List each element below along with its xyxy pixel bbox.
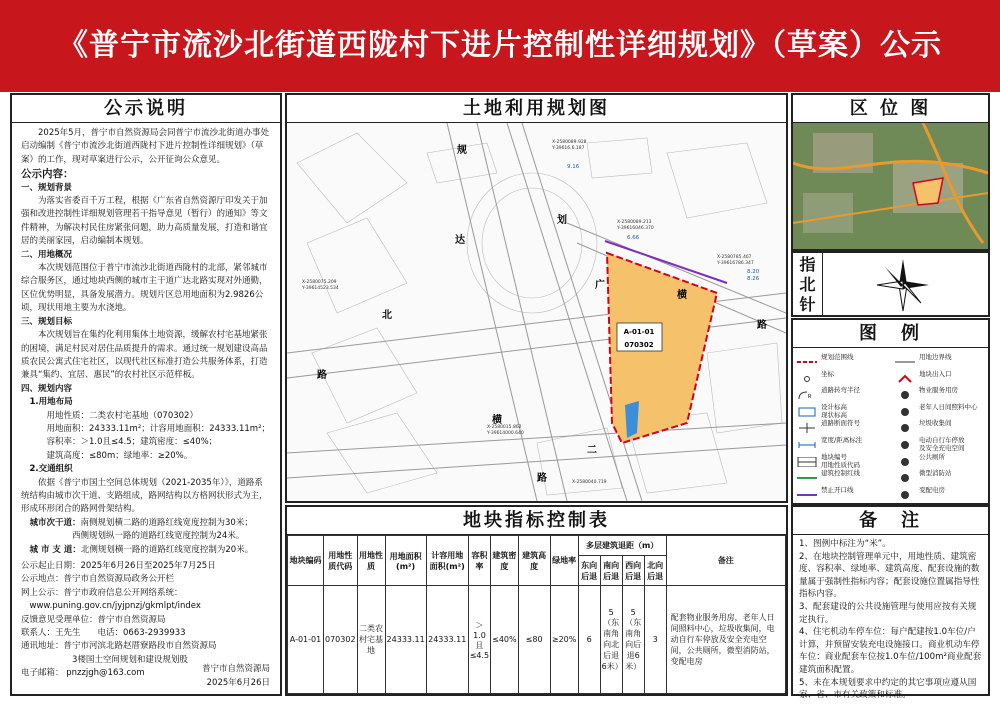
cell-green: ≥20%	[550, 586, 578, 694]
legend-title: 图 例	[793, 320, 988, 348]
location-panel	[791, 93, 990, 251]
coord-8: Y-39614523.534	[302, 286, 339, 291]
coord-1: X-2580089.928	[552, 140, 587, 145]
cell-note: 配套物业服务用房，老年人日间照料中心，垃圾收集间，电动自行车停放及安全充电空间，公共厕所，微型消防站，变配电房	[666, 586, 785, 694]
th-north: 北向后退	[644, 556, 666, 586]
legend-label-building-line: 建筑控制红线	[821, 469, 860, 478]
remark-3: 3、配套建设的公共设施管理与使用应按有关规定执行。	[799, 601, 977, 625]
property-service-icon	[895, 385, 915, 395]
page-header	[0, 0, 1000, 92]
cell-code: A-01-01	[288, 586, 324, 694]
section-3-title: 三、规划目标	[21, 316, 73, 327]
dim-1: 9.16	[567, 164, 580, 170]
remarks-panel	[791, 505, 990, 701]
coord-11: X-2580040.719	[572, 480, 607, 485]
cell-far: ＞1.0且≤4.5	[468, 586, 490, 694]
legend-label-ebike-parking: 电动自行车停放 及安全充电空间	[919, 436, 965, 452]
dim-2: 6.66	[627, 235, 640, 241]
road-label-bei: 北	[382, 310, 392, 321]
remark-5: 5、未在本规划要求中约定的其它事项应遵从国家、省、市有关政策和标准。	[799, 677, 977, 701]
coord-3: X-2580089.213	[617, 220, 652, 225]
section-2-text: 本次规划范围位于普宁市流沙北街道西陇村的北部，紧邻城市综合服务区，通过地块西侧的城市主干道广达北路实现对外通勤，区位优势明显，具备发展潜力。规划片区总用地面积为2.9826公顷，现状用地主要为水浇地。	[21, 263, 268, 314]
table-row	[288, 586, 786, 694]
coord-4: Y-39616046.370	[617, 226, 654, 231]
water-area	[625, 401, 639, 438]
parcel-entrance-icon	[895, 369, 915, 379]
notice-intro: 2025年5月，普宁市自然资源局会同普宁市流沙北街道办事处启动编制《普宁市流沙北街道西陇村下进片控制性详细规划》（草案）的工作，现对草案进行公示，公开征询公众意见。	[21, 128, 270, 165]
road-label-gui: 规	[457, 145, 467, 156]
road-label-gz: 广	[595, 280, 605, 291]
th-far: 容积率	[468, 536, 490, 586]
fire-station-icon	[895, 468, 915, 478]
road-label-heng1-lu: 路	[757, 320, 767, 331]
map-title: 土地利用规划图	[287, 95, 786, 123]
th-west: 西向后退	[622, 556, 644, 586]
road1-a: 南侧规划横二路的道路红线宽度控制为30米；	[80, 517, 253, 528]
width-label-icon	[797, 435, 817, 445]
road-label-heng2-lu: 路	[537, 473, 547, 484]
road2-label: 城 市 支 道：	[29, 544, 81, 555]
legend-label-parcel-number: 地块编号 用地性质代码	[821, 452, 860, 469]
public-toilet-icon	[895, 452, 915, 462]
garbage-room-icon	[895, 418, 915, 428]
parcel-number-icon	[797, 452, 817, 462]
notice-body	[12, 123, 280, 685]
remark-1: 1、图例中标注为“米”。	[799, 539, 891, 549]
th-area: 用地面积(m²)	[385, 536, 426, 586]
coord-9: X-2580015.862	[487, 425, 522, 430]
notice-address-1: 通讯地址：普宁市河滨北路赵厝寮路段市自然资源局	[21, 641, 217, 652]
legend-label-fire-station: 微型消防站	[919, 469, 952, 478]
legend-label-coordinate: 坐标	[821, 369, 834, 378]
notice-place: 公示地点：普宁市自然资源局政务公开栏	[21, 574, 175, 585]
cell-north: 3	[644, 586, 666, 694]
th-far-area: 计容用地面积(m²)	[426, 536, 468, 586]
th-east: 东向后退	[578, 556, 600, 586]
legend-label-land-boundary: 用地边界线	[919, 353, 952, 361]
legend-label-elevation: 设计标高 现状标高	[821, 402, 847, 419]
height-green: 建筑高度：≤80m；绿地率：≥20%。	[46, 450, 193, 461]
coord-5: X-2580785.467	[717, 255, 752, 260]
cell-density: ≤40%	[491, 586, 518, 694]
th-type: 用地性质	[357, 536, 385, 586]
cell-type-code: 070302	[324, 586, 358, 694]
th-note: 备注	[666, 536, 785, 586]
legend-label-width-label: 宽度/距离标注	[821, 436, 863, 444]
notice-address-2: 3楼国土空间规划和建设规划股	[72, 654, 188, 665]
road-label-lu: 路	[317, 370, 327, 381]
sign-date: 2025年6月26日	[206, 678, 270, 688]
dim-4: 8.26	[747, 276, 760, 282]
legend-label-parcel-entrance: 地块出入口	[919, 369, 952, 378]
indicator-table-panel	[285, 505, 788, 696]
road-section-icon	[797, 418, 817, 428]
cell-far-area: 24333.11	[426, 586, 468, 694]
elevation-icon	[797, 402, 817, 412]
remark-2: 2、在地块控制管理单元中，用地性质、建筑密度、容积率、绿地率、建筑高度、配套设施的数量属于强制性指标内容；配套设施位置属指导性指标内容。	[799, 551, 980, 600]
compass-label: 指北针	[793, 253, 823, 315]
road-label-er: 二	[587, 445, 597, 456]
road-label-da: 达	[455, 235, 465, 246]
power-room-icon	[895, 485, 915, 495]
legend-label-no-opening-line: 禁止开口线	[821, 485, 854, 494]
coord-10: Y-39614000.640	[487, 431, 524, 436]
ebike-parking-icon	[895, 435, 915, 445]
th-type-code: 用地性质代码	[324, 536, 358, 586]
dim-3: 8.20	[747, 269, 760, 275]
sign-org: 普宁市自然资源局	[201, 664, 270, 674]
location-title: 区 位 图	[793, 95, 988, 123]
far-density: 容积率：＞1.0且≤4.5；建筑密度：≤40%；	[46, 437, 218, 448]
cell-south: 5（东南角向北后退6米）	[600, 586, 622, 694]
north-arrow-panel	[791, 251, 990, 317]
notice-period: 公示起止日期：2025年6月26日至2025年7月25日	[21, 561, 216, 571]
section-1-title: 一、规划背景	[21, 182, 73, 193]
section-4-2-text: 依据《普宁市国土空间总体规划（2021-2035年）》，道路系统结构由城市次干道、支路组成，路网结构以方格网状形式为主，形成环形闭合的路网骨架结构。	[21, 477, 268, 515]
th-green: 绿地率	[550, 536, 578, 586]
cell-area: 24333.11	[385, 586, 426, 694]
indicator-table	[287, 535, 786, 694]
turn-radius-icon	[797, 385, 817, 401]
notice-unit: 反馈意见受理单位：普宁市自然资源局	[21, 614, 166, 625]
page-title: 《普宁市流沙北街道西陇村下进片控制性详细规划》（草案）公示	[58, 28, 942, 63]
legend-panel	[791, 318, 990, 505]
legend-label-power-room: 变配电房	[919, 485, 945, 494]
th-height: 建筑高度	[518, 536, 550, 586]
remarks-title: 备 注	[793, 507, 988, 535]
land-boundary-icon	[895, 352, 915, 362]
remarks-body	[793, 535, 988, 705]
legend-label-public-toilet: 公共厕所	[919, 452, 945, 461]
cell-east: 6	[578, 586, 600, 694]
road2-a: 北侧规划横一路的道路红线宽度控制为20米。	[80, 544, 254, 555]
table-title: 地块指标控制表	[287, 507, 786, 535]
remark-4: 4、住宅机动车停车位：每户配建按1.0车位/户计算，并预留安装充电设施接口。商业机动车停车位：商业配套车位按1.0车位/100m²商业配套建筑面积配置。	[799, 627, 982, 675]
location-map	[793, 123, 988, 249]
th-setback: 多层建筑退距（m）	[578, 536, 666, 556]
section-3-text: 本次规划旨在集约化利用集体土地资源，缓解农村宅基地紧张的困境，满足村民对居住品质提升的需求。通过统一规划建设高品质农民公寓式住宅社区，以现代社区标准打造公共服务体系，打造兼具“集约、宜居、惠民”的农村社区示范样板。	[21, 330, 268, 381]
plan-boundary-icon	[797, 352, 817, 362]
coord-7: X-2580075.209	[302, 280, 337, 285]
road1-label: 城市次干道：	[29, 517, 81, 528]
parcel-id-label: A-01-01	[623, 328, 655, 336]
land-use-map	[287, 123, 786, 501]
legend-label-turn-radius: 道路转弯半径	[821, 386, 860, 395]
notice-title: 公示说明	[12, 95, 280, 123]
legend-label-garbage-room: 垃圾收集间	[919, 419, 952, 428]
notice-web-label: 网上公示：普宁市政府信息公开网络系统：	[21, 587, 183, 598]
th-code: 地块编码	[288, 536, 324, 586]
legend-label-elderly-center: 老年人日间照料中心	[919, 402, 978, 411]
th-density: 建筑密度	[491, 536, 518, 586]
section-1-text: 为落实省委百千万工程，根据《广东省自然资源厅印发关于加强和改进控制性详细规划管理若干指导意见（暂行）的通知》等文件精神，为解决村民住房紧张问题，助力高质量发展，打造和谐宜居的美丽家园，启动编制本规划。	[21, 196, 268, 247]
no-opening-line-icon	[797, 485, 817, 495]
notice-signature	[202, 662, 270, 690]
north-arrow-icon	[873, 257, 933, 313]
coordinate-icon	[797, 369, 817, 379]
notice-web-url[interactable]: www.puning.gov.cn/jyjpnzj/gkmlpt/index	[29, 601, 201, 612]
notice-panel	[10, 93, 282, 696]
section-4-2-title: 2.交通组织	[29, 464, 73, 475]
coord-2: Y-39616.6.187	[552, 146, 585, 151]
building-line-icon	[797, 468, 817, 478]
elderly-center-icon	[895, 402, 915, 412]
section-4-1-title: 1.用地布局	[29, 397, 73, 408]
coord-6: Y-39616786.347	[717, 261, 754, 266]
legend-label-road-section: 道路断面符号	[821, 419, 860, 428]
land-use-type: 用地性质：二类农村宅基地（070302）	[46, 410, 198, 421]
notice-contact: 联系人：王先生 电话：0663-2939933	[21, 628, 186, 639]
road-label-heng1: 横	[677, 290, 687, 301]
legend-label-property-service: 物业服务用房	[919, 386, 958, 395]
road-label-hua: 划	[557, 215, 567, 226]
land-use-map-panel	[285, 93, 788, 503]
cell-west: 5（东南角向后退6米）	[622, 586, 644, 694]
legend-label-plan-boundary: 规划范围线	[821, 353, 854, 361]
land-area: 用地面积：24333.11m²；计容用地面积：24333.11m²；	[46, 423, 270, 434]
svg-text:R: R	[808, 394, 812, 401]
notice-email[interactable]: 电子邮箱： pnzzjgh@163.com	[21, 668, 145, 679]
section-2-title: 二、用地概况	[21, 249, 73, 260]
section-4-title: 四、规划内容	[21, 383, 73, 394]
road-label-heng2: 横	[492, 415, 502, 426]
cell-height: ≤80	[518, 586, 550, 694]
th-south: 南向后退	[600, 556, 622, 586]
cell-type: 二类农村宅基地	[357, 586, 385, 694]
content-title: 公示内容：	[21, 168, 74, 181]
road1-b: 西侧规划纵一路的道路红线宽度控制为24米。	[72, 531, 245, 542]
parcel-code-label: 070302	[624, 341, 654, 349]
